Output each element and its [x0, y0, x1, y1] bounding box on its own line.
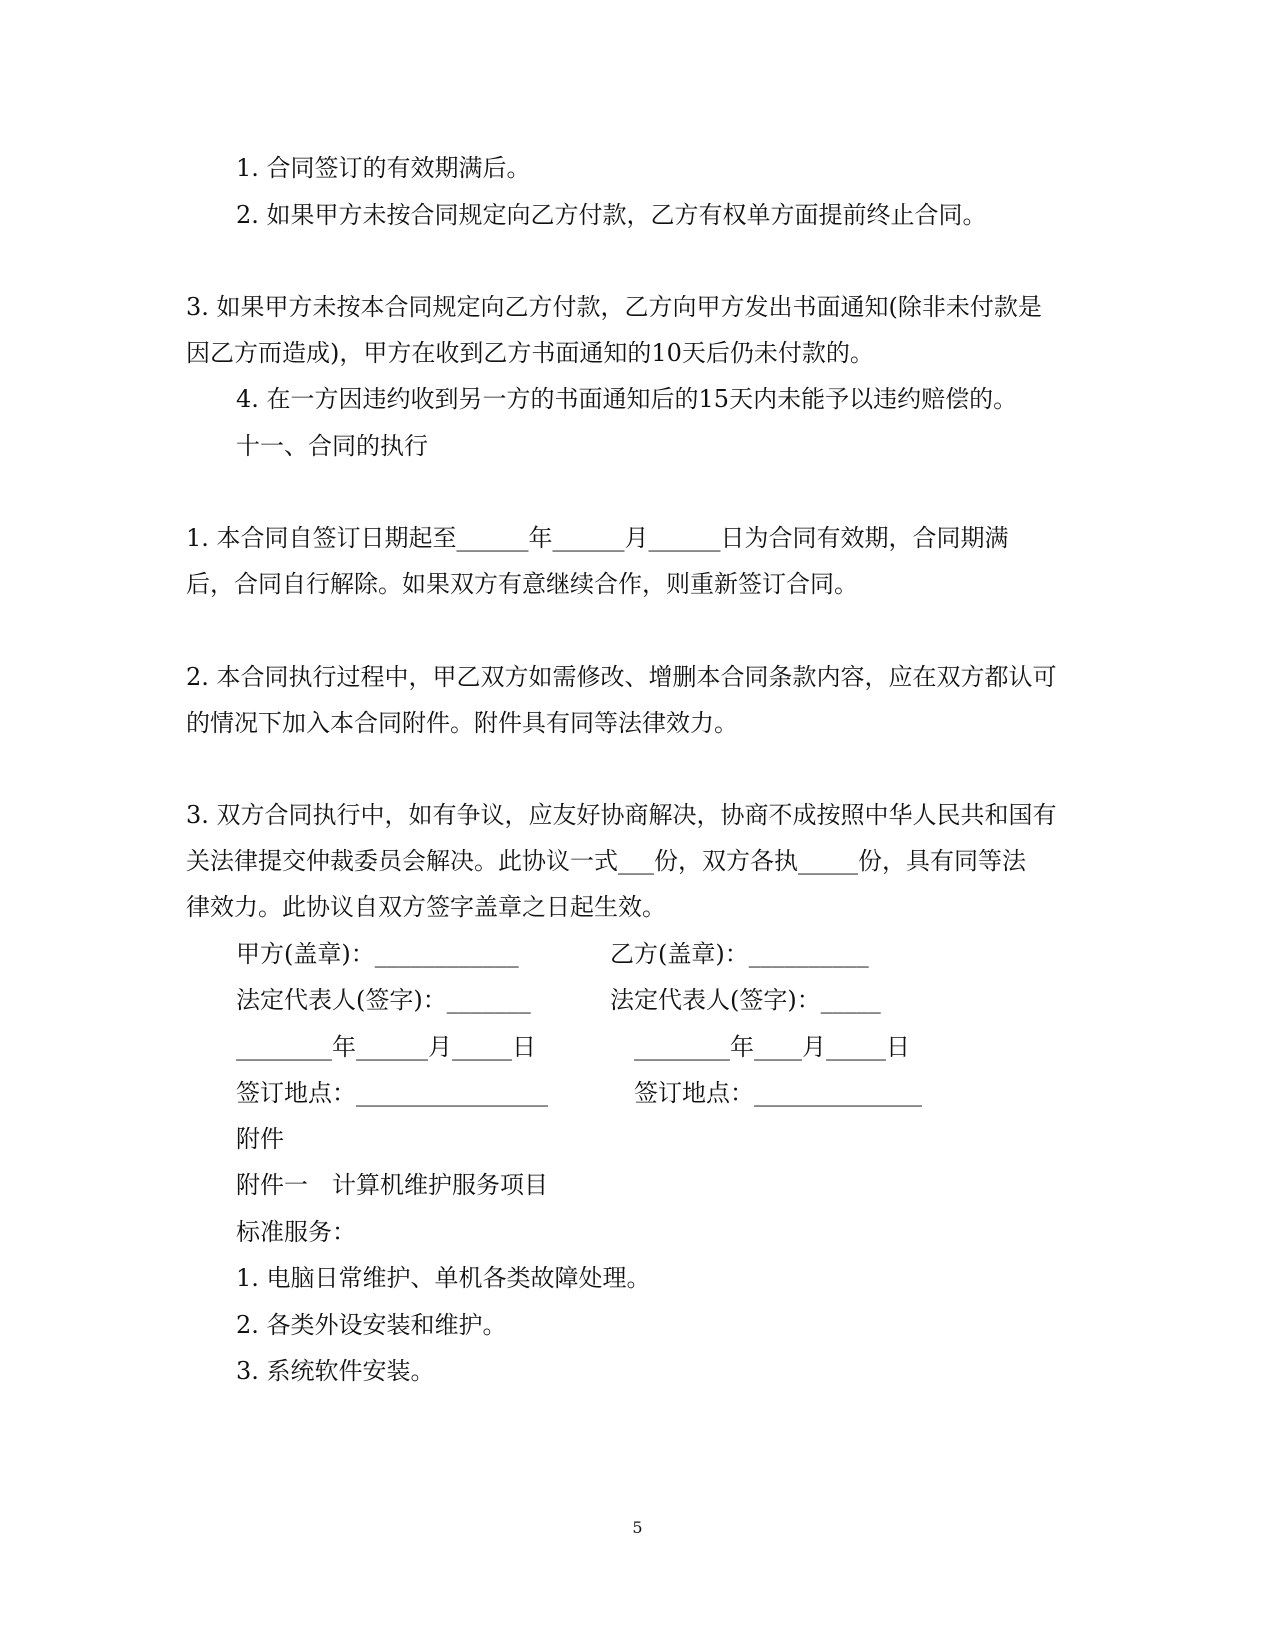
- service-item-3: 3. 系统软件安装。: [236, 1357, 435, 1385]
- termination-clause-1: 1. 合同签订的有效期满后。: [236, 154, 531, 182]
- standard-services-heading: 标准服务：: [236, 1218, 356, 1246]
- appendix-heading: 附件: [236, 1125, 284, 1153]
- execution-clause-1-line-1: 1. 本合同自签订日期起至______年______月______日为合同有效期，合同期满: [186, 524, 1009, 552]
- execution-clause-2-line-1: 2. 本合同执行过程中，甲乙双方如需修改、增删本合同条款内容，应在双方都认可: [186, 663, 1057, 691]
- termination-clause-4: 4. 在一方因违约收到另一方的书面通知后的15天内未能予以违约赔偿的。: [236, 385, 1018, 413]
- execution-clause-2-line-2: 的情况下加入本合同附件。附件具有同等法律效力。: [186, 709, 738, 737]
- party-a-representative-line: 法定代表人(签字)：_______: [236, 986, 531, 1014]
- party-a-date-line: ________年______月_____日: [236, 1033, 536, 1061]
- party-b-seal-line: 乙方(盖章)：__________: [610, 940, 869, 968]
- execution-clause-3-line-2: 关法律提交仲裁委员会解决。此协议一式___份，双方各执_____份，具有同等法: [186, 847, 1026, 875]
- party-a-place-line: 签订地点：________________: [236, 1079, 548, 1107]
- execution-clause-3-line-3: 律效力。此协议自双方签字盖章之日起生效。: [186, 893, 666, 921]
- termination-clause-3-line-1: 3. 如果甲方未按本合同规定向乙方付款，乙方向甲方发出书面通知(除非未付款是: [186, 293, 1042, 321]
- page-number: 5: [632, 1518, 643, 1537]
- termination-clause-2: 2. 如果甲方未按合同规定向乙方付款，乙方有权单方面提前终止合同。: [236, 201, 987, 229]
- execution-clause-1-line-2: 后，合同自行解除。如果双方有意继续合作，则重新签订合同。: [186, 570, 858, 598]
- appendix-1-title: 附件一 计算机维护服务项目: [236, 1171, 548, 1199]
- party-b-place-line: 签订地点：______________: [634, 1079, 922, 1107]
- service-item-1: 1. 电脑日常维护、单机各类故障处理。: [236, 1264, 651, 1292]
- party-a-seal-line: 甲方(盖章)：____________: [236, 940, 519, 968]
- execution-clause-3-line-1: 3. 双方合同执行中，如有争议，应友好协商解决，协商不成按照中华人民共和国有: [186, 801, 1057, 829]
- party-b-representative-line: 法定代表人(签字)：_____: [610, 986, 881, 1014]
- party-b-date-line: ________年____月_____日: [634, 1033, 910, 1061]
- section-11-heading: 十一、合同的执行: [236, 432, 428, 460]
- service-item-2: 2. 各类外设安装和维护。: [236, 1311, 507, 1339]
- termination-clause-3-line-2: 因乙方而造成)，甲方在收到乙方书面通知的10天后仍未付款的。: [186, 339, 874, 367]
